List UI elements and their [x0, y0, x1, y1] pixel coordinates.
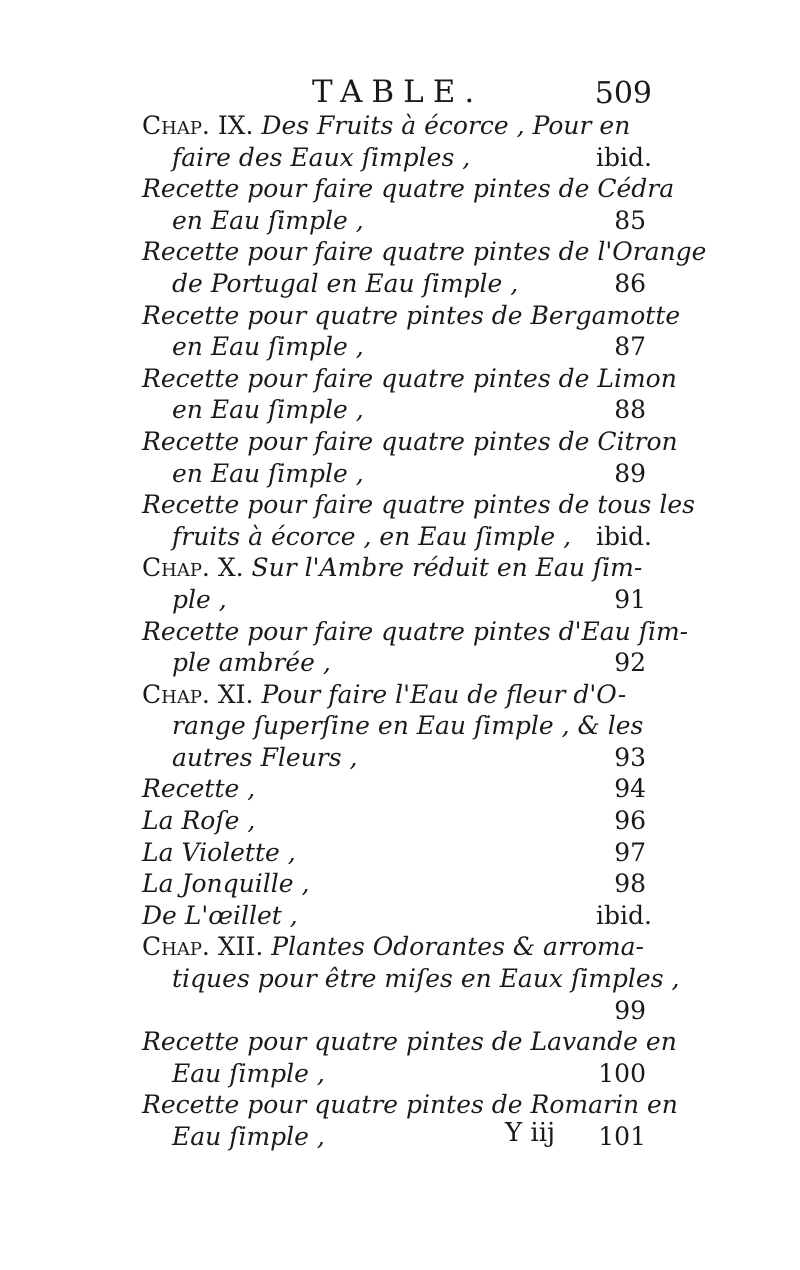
toc-entry	[142, 837, 652, 869]
toc-page-ref: 96	[614, 806, 646, 836]
toc-entry-line	[142, 110, 652, 142]
toc-entry-text: en Eau ſimple ,	[172, 332, 364, 362]
toc-entry	[142, 236, 707, 299]
toc-entry-text: Des Fruits à écorce , Pour en	[261, 111, 631, 140]
chapter-prefix: Chap.	[142, 932, 210, 962]
toc-entry-line	[142, 900, 652, 932]
toc-entry	[142, 110, 652, 173]
toc-entry	[142, 300, 681, 363]
toc-entry-line	[142, 300, 681, 332]
toc-entry-text: en Eau ſimple ,	[172, 205, 364, 235]
toc-entry-text: faire des Eaux ſimples ,	[172, 142, 471, 172]
toc-entry-line	[142, 679, 652, 711]
toc-entry-text: fruits à écorce , en Eau ſimple ,	[172, 521, 572, 551]
toc-entry-line	[142, 1026, 677, 1058]
toc-entry-line	[142, 521, 652, 553]
toc-page-ref: 91	[614, 584, 646, 614]
toc-entry-line	[142, 963, 680, 995]
toc-page-ref: 97	[614, 837, 646, 867]
toc-entry-text: Recette pour quatre pintes de Lavande en	[142, 1027, 677, 1057]
toc-entry-line	[142, 236, 707, 268]
toc-entry	[142, 931, 680, 1026]
toc-entry	[142, 1089, 678, 1152]
toc-entry-line	[142, 205, 652, 237]
toc-page-ref: ibid.	[596, 900, 652, 930]
toc-entry-line	[142, 363, 677, 395]
toc-entry-line	[142, 837, 652, 869]
toc-page-ref: 98	[614, 869, 646, 899]
toc-page-ref: 88	[614, 395, 646, 425]
toc-entry	[142, 363, 677, 426]
toc-page-ref: 100	[598, 1058, 646, 1088]
toc-entry-text: Recette pour faire quatre pintes de Limon	[142, 363, 677, 393]
toc-entry	[142, 173, 675, 236]
toc-entry-text: Recette pour quatre pintes de Bergamotte	[142, 300, 681, 330]
toc-page-ref: 87	[614, 332, 646, 362]
toc-entry	[142, 679, 652, 774]
page-title: TABLE.	[312, 74, 484, 110]
chapter-number: X.	[217, 553, 244, 583]
toc-entry-text: Eau ſimple ,	[172, 1058, 325, 1088]
toc-entry	[142, 616, 689, 679]
toc-entry-line	[142, 552, 652, 584]
toc-entry-line	[142, 394, 652, 426]
toc-entry-line	[142, 742, 652, 774]
chapter-prefix: Chap.	[142, 111, 210, 140]
printer-signature: Y iij	[505, 1118, 556, 1148]
toc-entry-line	[142, 268, 652, 300]
toc-entry	[142, 552, 652, 615]
toc-page-ref: 101	[598, 1122, 646, 1151]
toc-page-ref: 93	[614, 742, 646, 772]
toc-page-ref: 94	[614, 774, 646, 804]
toc-entry-text: Recette pour faire quatre pintes de l'Orange	[142, 237, 707, 267]
toc-entry-line	[142, 1121, 652, 1153]
chapter-number: XI.	[217, 679, 254, 709]
toc-entry	[142, 868, 652, 900]
toc-page-ref: 85	[614, 205, 646, 235]
toc-entry-line	[142, 647, 652, 679]
toc-page-ref: 92	[614, 648, 646, 678]
toc-entry	[142, 773, 652, 805]
toc-entry-text: La Jonquille ,	[142, 869, 310, 899]
toc-entry-line	[142, 710, 652, 742]
toc-entry-line	[142, 868, 652, 900]
toc-entry	[142, 1026, 677, 1089]
toc-entry-text: Pour faire l'Eau de fleur d'O-	[261, 679, 627, 709]
toc-entry-text: Recette pour quatre pintes de Romarin en	[142, 1090, 678, 1120]
toc-entry-line	[142, 489, 695, 521]
toc-entry-text: en Eau ſimple ,	[172, 395, 364, 425]
toc-entry-line	[142, 426, 678, 458]
toc-page-ref: 99	[614, 995, 646, 1025]
toc-entry-text: Eau ſimple ,	[172, 1122, 325, 1151]
toc-entry-line	[142, 1089, 678, 1121]
toc-entry-line	[142, 173, 675, 205]
toc-entry-text: Recette pour faire quatre pintes de Cédra	[142, 174, 675, 204]
toc-entry-text: de Portugal en Eau ſimple ,	[172, 268, 519, 298]
page-number: 509	[594, 76, 652, 111]
toc-entry-line	[142, 142, 652, 174]
toc-entry-text: Recette pour faire quatre pintes de tous les	[142, 490, 695, 520]
toc-entry-text: La Roſe ,	[142, 806, 256, 836]
chapter-prefix: Chap.	[142, 553, 210, 583]
toc-entry-text: La Violette ,	[142, 837, 296, 867]
toc-entry-text: ple ambrée ,	[172, 648, 331, 678]
toc-entry-text: tiques pour être miſes en Eaux ſimples ,	[172, 964, 680, 994]
toc-page-ref: ibid.	[596, 521, 652, 551]
toc-entry-line	[142, 584, 652, 616]
toc-entry	[142, 900, 652, 932]
toc-entry-line	[142, 805, 652, 837]
table-of-contents	[142, 110, 707, 1153]
toc-entry-line	[142, 616, 689, 648]
toc-page-ref: ibid.	[596, 142, 652, 172]
toc-entry-line	[142, 331, 652, 363]
toc-entry-line	[142, 1058, 652, 1090]
toc-entry-text: De L'œillet ,	[142, 900, 298, 930]
toc-entry-text: en Eau ſimple ,	[172, 458, 364, 488]
toc-entry-text: Sur l'Ambre réduit en Eau ſim-	[251, 553, 643, 583]
toc-entry-line	[142, 458, 652, 490]
chapter-prefix: Chap.	[142, 679, 210, 709]
toc-page-ref: 86	[614, 268, 646, 298]
toc-entry-text: Plantes Odorantes & arroma-	[271, 932, 644, 962]
toc-entry-text: ple ,	[172, 584, 227, 614]
toc-entry-text: Recette ,	[142, 774, 256, 804]
toc-entry-line	[142, 931, 652, 963]
toc-entry-text: range ſuperſine en Eau ſimple , & les	[172, 711, 644, 741]
toc-entry	[142, 426, 678, 489]
toc-entry-line	[142, 773, 652, 805]
toc-entry-text: Recette pour faire quatre pintes de Citron	[142, 426, 678, 456]
toc-page-ref: 89	[614, 458, 646, 488]
chapter-number: IX.	[217, 111, 254, 140]
toc-entry	[142, 489, 695, 552]
toc-entry	[142, 805, 652, 837]
toc-entry-text: autres Fleurs ,	[172, 742, 358, 772]
toc-entry-text: Recette pour faire quatre pintes d'Eau ſim-	[142, 616, 689, 646]
chapter-number: XII.	[217, 932, 264, 962]
